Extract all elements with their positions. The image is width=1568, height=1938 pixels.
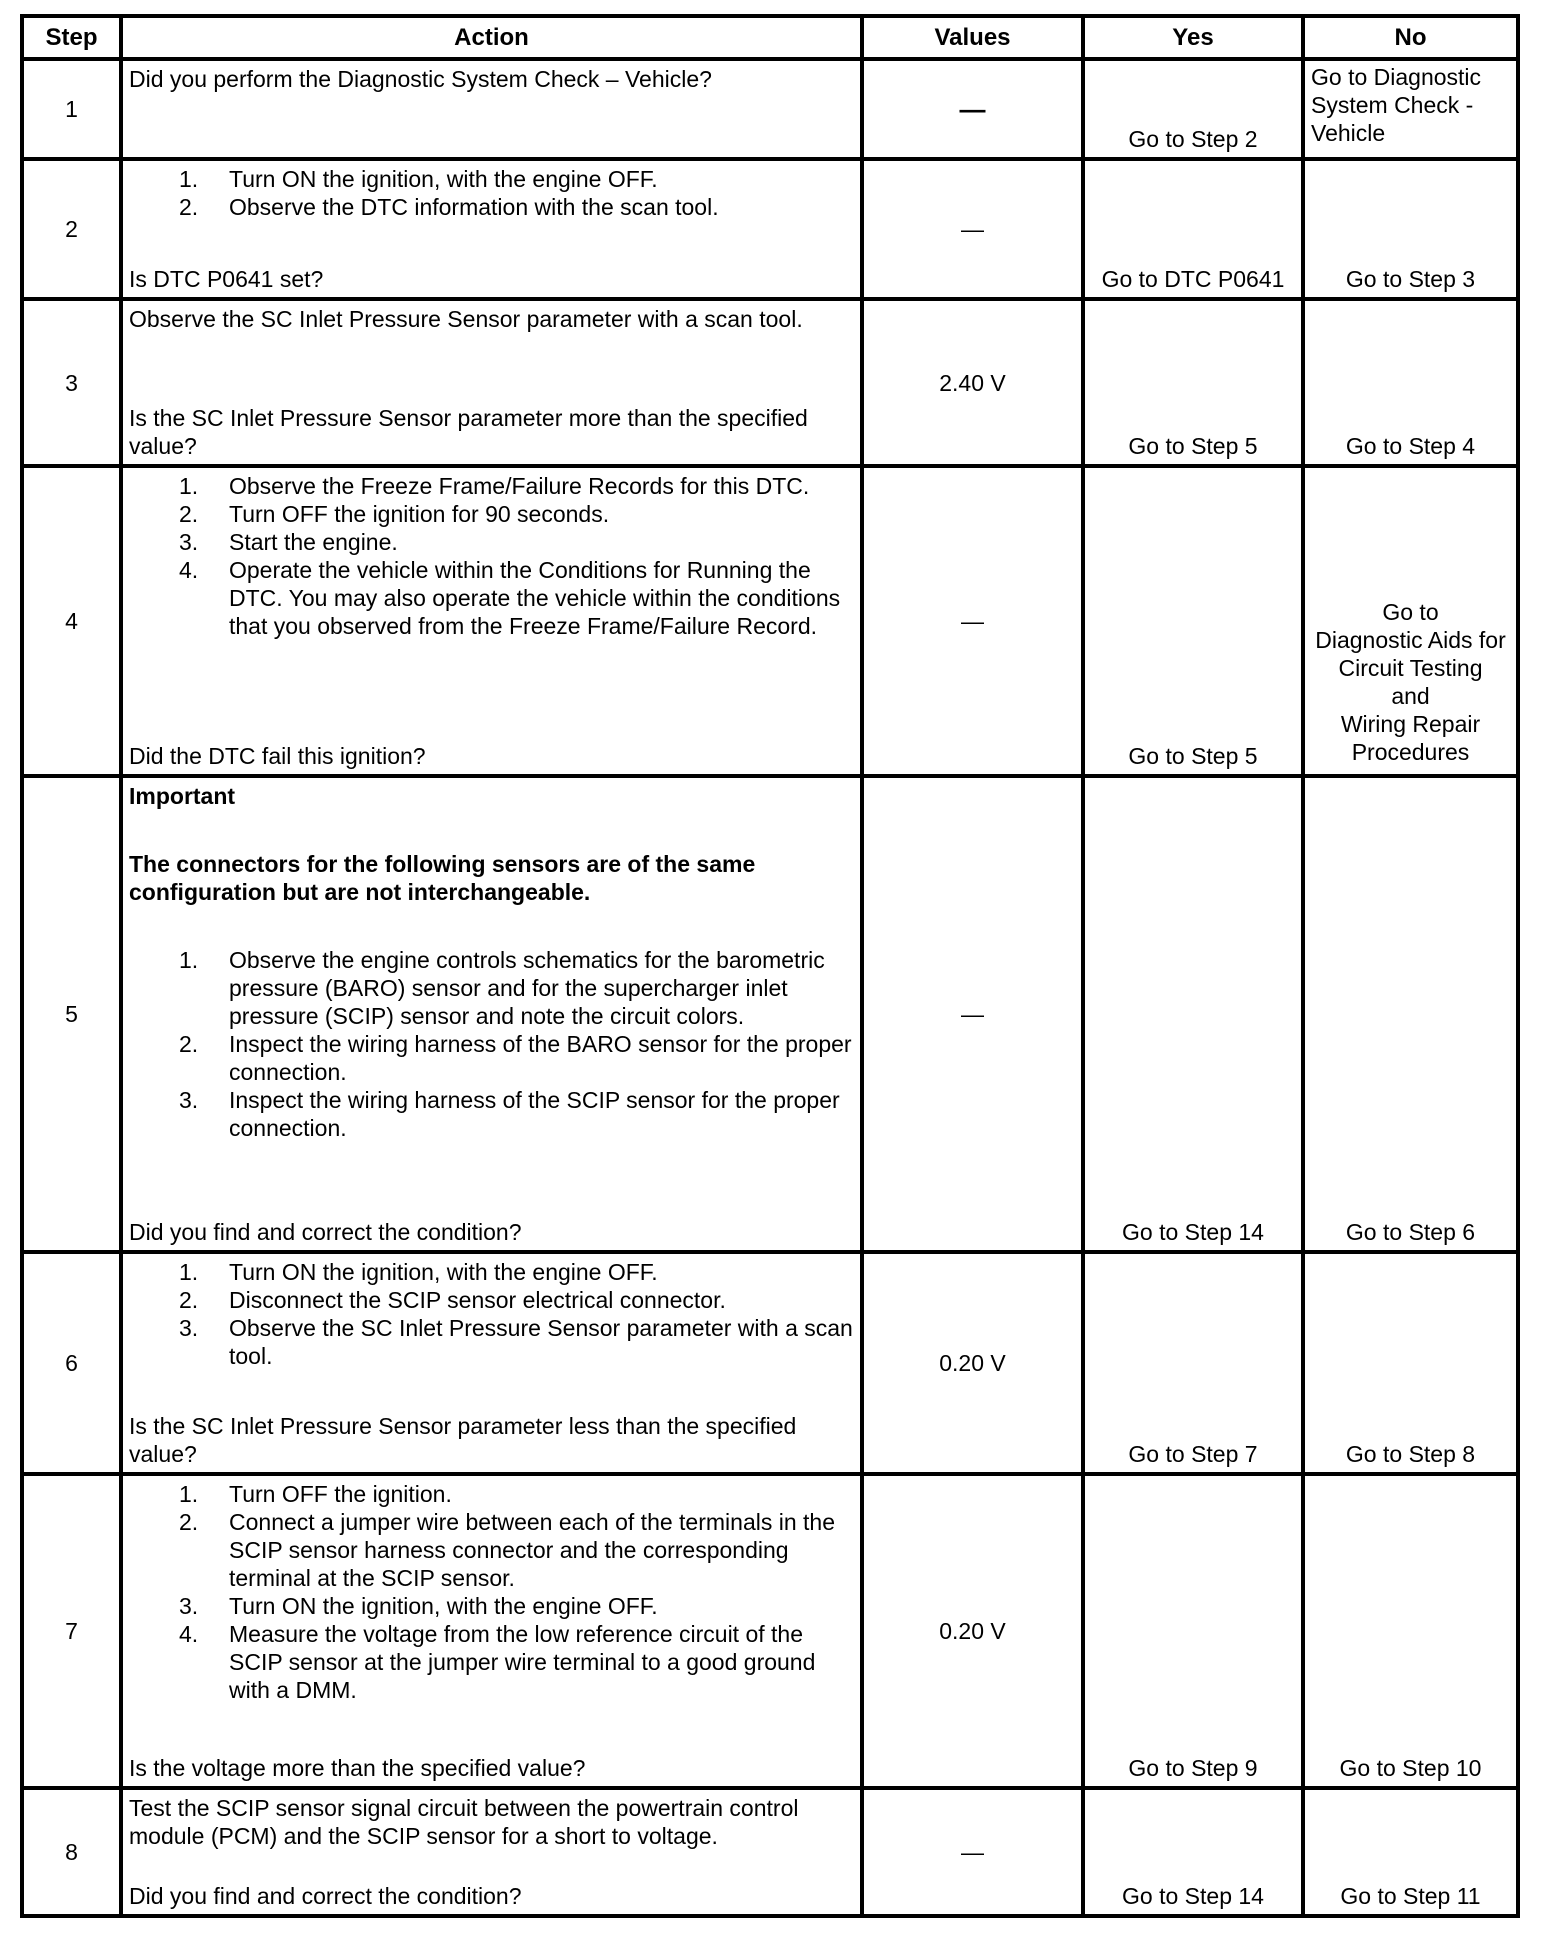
yes-action: Go to Step 5	[1128, 433, 1258, 459]
value-cell: —	[959, 94, 986, 124]
action-question: Is DTC P0641 set?	[129, 266, 324, 292]
action-steps	[129, 1258, 854, 1370]
action-instruction: Test the SCIP sensor signal circuit between the powertrain control module (PCM) and the SCIP sensor for a short to voltage.	[129, 1795, 799, 1849]
list-item: 4. Operate the vehicle within the Conditions for Running the DTC. You may also operate the vehicle within the conditions that you observed from the Freeze Frame/Failure Record.	[179, 557, 841, 639]
no-action: Go to Step 10	[1339, 1755, 1482, 1781]
list-item: 2. Turn OFF the ignition for 90 seconds.	[179, 501, 610, 527]
action-text	[123, 1790, 860, 1914]
no-action: Go to Step 6	[1345, 1219, 1476, 1245]
header-yes: Yes	[1172, 23, 1214, 51]
list-item: 1. Observe the Freeze Frame/Failure Records for this DTC.	[179, 473, 810, 499]
list-item: 1. Observe the engine controls schematics for the barometric pressure (BARO) sensor and for the supercharger inlet pressure (SCIP) sensor and note the circuit colors.	[179, 947, 825, 1029]
step-number: 6	[65, 1350, 78, 1376]
header-values: Values	[934, 23, 1011, 51]
action-text	[123, 778, 860, 1250]
list-item: 3. Inspect the wiring harness of the SCIP sensor for the proper connection.	[179, 1087, 840, 1141]
action-steps	[129, 1480, 854, 1704]
list-item: 4. Measure the voltage from the low reference circuit of the SCIP sensor at the jumper wire terminal to a good ground with a DMM.	[179, 1621, 816, 1703]
action-text	[123, 301, 860, 464]
diagnostic-table	[20, 14, 1520, 1918]
action-instruction: Observe the SC Inlet Pressure Sensor parameter with a scan tool.	[129, 306, 803, 332]
step-number: 4	[65, 608, 78, 634]
header-no: No	[1394, 23, 1427, 51]
list-item: 3. Observe the SC Inlet Pressure Sensor parameter with a scan tool.	[179, 1315, 853, 1369]
list-item: 1. Turn OFF the ignition.	[179, 1481, 452, 1507]
list-item: 2. Connect a jumper wire between each of the terminals in the SCIP sensor harness connector and the corresponding terminal at the SCIP sensor.	[179, 1509, 835, 1591]
no-action: Go to Step 3	[1345, 266, 1476, 292]
value-cell: 0.20 V	[939, 1350, 1006, 1376]
value-cell: 2.40 V	[939, 369, 1006, 396]
list-item: 3. Start the engine.	[179, 529, 398, 555]
action-text	[123, 1254, 860, 1472]
yes-action: Go to Step 14	[1122, 1219, 1264, 1245]
value-cell: —	[961, 608, 984, 634]
list-item: 2. Disconnect the SCIP sensor electrical connector.	[179, 1287, 726, 1313]
action-text	[123, 161, 860, 297]
no-action: Go to Step 4	[1345, 433, 1476, 459]
header-step: Step	[45, 23, 98, 51]
step-number: 2	[65, 216, 78, 242]
list-item: 2. Inspect the wiring harness of the BARO sensor for the proper connection.	[179, 1031, 852, 1085]
action-steps	[129, 165, 854, 221]
action-question: Is the voltage more than the specified value?	[129, 1755, 586, 1781]
yes-action: Go to DTC P0641	[1101, 266, 1285, 292]
list-item: 2. Observe the DTC information with the scan tool.	[179, 194, 719, 220]
yes-action: Go to Step 2	[1128, 126, 1258, 152]
action-question: Is the SC Inlet Pressure Sensor parameter less than the specified value?	[129, 1413, 797, 1467]
action-steps	[129, 946, 854, 1142]
action-text	[123, 468, 860, 774]
step-number: 3	[65, 369, 78, 396]
value-cell: —	[961, 1839, 984, 1865]
action-question: Is the SC Inlet Pressure Sensor parameter more than the specified value?	[129, 405, 808, 459]
value-cell: —	[961, 216, 984, 242]
step-number: 1	[65, 96, 78, 122]
step-number: 8	[65, 1839, 78, 1865]
value-cell: 0.20 V	[939, 1618, 1006, 1644]
action-question: Did you find and correct the condition?	[129, 1219, 522, 1245]
important-note: The connectors for the following sensors are of the same configuration but are not interchangeable.	[129, 851, 756, 905]
yes-action: Go to Step 5	[1128, 743, 1258, 769]
list-item: 1. Turn ON the ignition, with the engine OFF.	[179, 1259, 658, 1285]
list-item: 3. Turn ON the ignition, with the engine OFF.	[179, 1593, 658, 1619]
no-action: Go to Diagnostic System Check - Vehicle	[1311, 64, 1482, 146]
yes-action: Go to Step 7	[1128, 1441, 1258, 1467]
yes-action: Go to Step 14	[1122, 1883, 1264, 1909]
action-steps	[129, 472, 854, 640]
action-question: Did you perform the Diagnostic System Check – Vehicle?	[129, 66, 712, 92]
important-title: Important	[129, 783, 236, 809]
list-item: 1. Turn ON the ignition, with the engine OFF.	[179, 166, 658, 192]
action-question: Did you find and correct the condition?	[129, 1883, 522, 1909]
step-number: 5	[65, 1001, 78, 1027]
step-number: 7	[65, 1618, 78, 1644]
no-action: Go to Step 8	[1345, 1441, 1476, 1467]
action-question: Did the DTC fail this ignition?	[129, 743, 426, 769]
action-text	[123, 1476, 860, 1786]
no-action: Go to Diagnostic Aids for Circuit Testing and Wiring Repair Procedures	[1315, 599, 1506, 765]
no-action: Go to Step 11	[1340, 1883, 1481, 1909]
value-cell: —	[961, 1001, 984, 1027]
yes-action: Go to Step 9	[1128, 1755, 1258, 1781]
header-action: Action	[454, 23, 529, 51]
action-text	[123, 61, 860, 157]
